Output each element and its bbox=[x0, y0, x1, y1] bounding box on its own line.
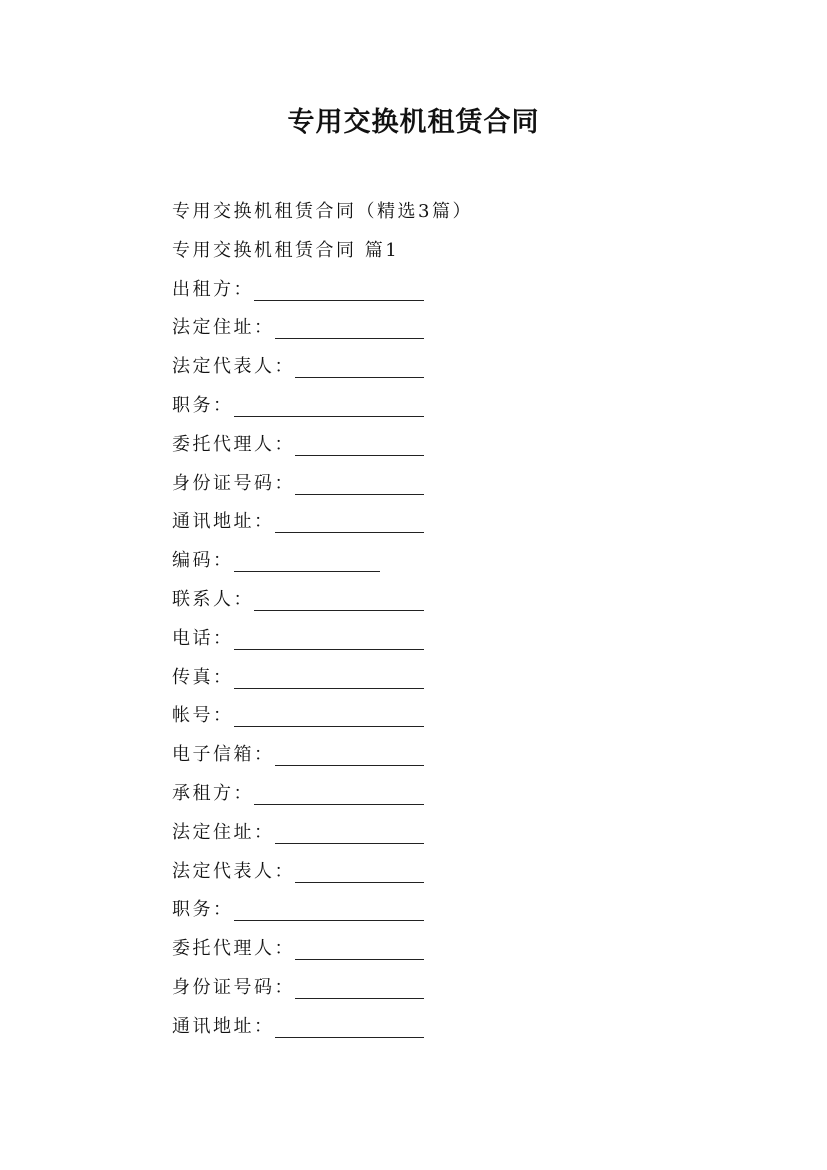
form-field-row bbox=[172, 778, 732, 817]
field-label: 电子信箱： bbox=[172, 744, 275, 766]
field-blank-line[interactable] bbox=[295, 351, 424, 378]
form-field-row bbox=[172, 506, 732, 545]
field-blank-line[interactable] bbox=[234, 662, 424, 689]
form-field-row bbox=[172, 894, 732, 933]
field-label: 传真： bbox=[172, 666, 234, 688]
field-label: 帐号： bbox=[172, 705, 234, 727]
field-label: 电话： bbox=[172, 627, 234, 649]
field-label: 通讯地址： bbox=[172, 1015, 275, 1037]
form-field-row bbox=[172, 312, 732, 351]
field-blank-line[interactable] bbox=[295, 856, 424, 883]
form-field-row bbox=[172, 468, 732, 507]
field-blank-line[interactable] bbox=[254, 778, 424, 805]
field-blank-line[interactable] bbox=[275, 506, 424, 533]
field-label: 承租方： bbox=[172, 782, 254, 804]
field-blank-line[interactable] bbox=[295, 468, 424, 495]
field-label: 职务： bbox=[172, 899, 234, 921]
field-blank-line[interactable] bbox=[275, 1011, 424, 1038]
field-blank-line[interactable] bbox=[275, 739, 424, 766]
field-blank-line[interactable] bbox=[234, 700, 424, 727]
document-body bbox=[172, 196, 732, 1050]
field-blank-line[interactable] bbox=[254, 584, 424, 611]
field-blank-line[interactable] bbox=[234, 545, 380, 572]
field-blank-line[interactable] bbox=[234, 390, 424, 417]
form-field-row bbox=[172, 856, 732, 895]
intro-line: 专用交换机租赁合同（精选3篇） bbox=[172, 201, 473, 222]
form-field-row bbox=[172, 662, 732, 701]
field-blank-line[interactable] bbox=[254, 274, 424, 301]
field-label: 身份证号码： bbox=[172, 976, 295, 998]
field-label: 委托代理人： bbox=[172, 433, 295, 455]
field-label: 法定代表人： bbox=[172, 356, 295, 378]
form-field-row bbox=[172, 351, 732, 390]
form-field-row bbox=[172, 623, 732, 662]
form-field-row bbox=[172, 545, 732, 584]
field-blank-line[interactable] bbox=[275, 817, 424, 844]
form-field-row bbox=[172, 700, 732, 739]
form-field-row bbox=[172, 817, 732, 856]
form-field-row bbox=[172, 933, 732, 972]
field-label: 联系人： bbox=[172, 588, 254, 610]
field-label: 出租方： bbox=[172, 278, 254, 300]
field-label: 法定住址： bbox=[172, 317, 275, 339]
field-label: 身份证号码： bbox=[172, 472, 295, 494]
form-field-row bbox=[172, 390, 732, 429]
field-label: 职务： bbox=[172, 394, 234, 416]
field-label: 法定代表人： bbox=[172, 860, 295, 882]
form-field-row bbox=[172, 274, 732, 313]
field-blank-line[interactable] bbox=[295, 429, 424, 456]
form-fields bbox=[172, 274, 732, 1050]
form-field-row bbox=[172, 1011, 732, 1050]
document-title: 专用交换机租赁合同 bbox=[287, 107, 540, 138]
field-label: 委托代理人： bbox=[172, 938, 295, 960]
field-blank-line[interactable] bbox=[234, 894, 424, 921]
field-blank-line[interactable] bbox=[234, 623, 424, 650]
form-field-row bbox=[172, 584, 732, 623]
form-field-row bbox=[172, 429, 732, 468]
field-blank-line[interactable] bbox=[295, 933, 424, 960]
field-blank-line[interactable] bbox=[275, 312, 424, 339]
form-field-row bbox=[172, 739, 732, 778]
field-blank-line[interactable] bbox=[295, 972, 424, 999]
field-label: 法定住址： bbox=[172, 821, 275, 843]
field-label: 通讯地址： bbox=[172, 511, 275, 533]
field-label: 编码： bbox=[172, 550, 234, 572]
intro-line: 专用交换机租赁合同 篇1 bbox=[172, 239, 400, 261]
form-field-row bbox=[172, 972, 732, 1011]
